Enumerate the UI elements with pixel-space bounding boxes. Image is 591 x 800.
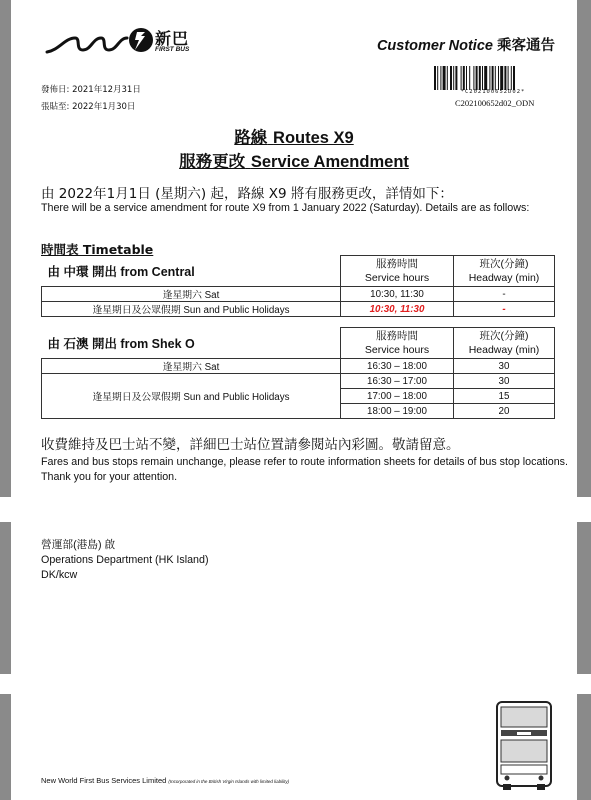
barcode-bar xyxy=(466,66,467,90)
table-row xyxy=(42,374,555,389)
day-cell: 逢星期日及公眾假期 Sun and Public Holidays xyxy=(42,374,341,419)
hours-cell: 18:00 – 19:00 xyxy=(341,404,454,419)
headway-header-en: Headway (min) xyxy=(468,272,540,284)
company-name: New World First Bus Services Limited xyxy=(41,776,167,785)
left-border xyxy=(0,522,11,674)
amendment-title-en: Service Amendment xyxy=(250,153,409,171)
barcode-bar xyxy=(463,66,465,90)
day-cell: 逢星期日及公眾假期 Sun and Public Holidays xyxy=(42,302,341,317)
direction-label: 由 中環 開出 from Central xyxy=(47,264,195,279)
swoosh-logo-icon xyxy=(45,24,153,58)
headway-cell: 30 xyxy=(454,374,555,389)
day-cell: 逢星期六 Sat xyxy=(42,359,341,374)
barcode-bar xyxy=(489,66,490,90)
barcode-bar xyxy=(476,66,478,90)
barcode-bar xyxy=(434,66,436,90)
barcode-bar xyxy=(504,66,506,90)
barcode-bar xyxy=(450,66,452,90)
barcode-bar xyxy=(479,66,481,90)
notice-dates xyxy=(41,82,141,116)
intro-text-zh: 由 2022年1月1日 (星期六) 起，路線 X9 將有服務更改，詳情如下： xyxy=(41,186,453,202)
notice-title-zh: 乘客通告 xyxy=(497,38,555,54)
barcode-digits: *C202100652D02* xyxy=(460,89,526,95)
hours-cell: 16:30 – 17:00 xyxy=(341,374,454,389)
signature-line3: DK/kcw xyxy=(41,569,78,581)
barcode-bar xyxy=(473,66,474,90)
service-hours-header-en: Service hours xyxy=(364,272,430,284)
company-note: (Incorporated in the British Virgin Islands with limited liability) xyxy=(168,779,290,784)
direction-label: 由 石澳 開出 from Shek O xyxy=(47,336,195,351)
barcode-bar xyxy=(447,66,448,90)
signature-line2: Operations Department (HK Island) xyxy=(41,554,209,566)
service-hours-header xyxy=(341,328,454,359)
barcode-bar xyxy=(498,66,499,90)
headway-cell: 20 xyxy=(454,404,555,419)
document-code: C202100652d02_ODN xyxy=(455,98,535,108)
first-bus-logo xyxy=(45,24,215,60)
posting-date: 張貼至: 2022年1月30日 xyxy=(41,102,136,112)
table-row xyxy=(42,302,555,317)
company-footer xyxy=(41,776,289,785)
barcode-bar xyxy=(461,66,462,90)
timetable-from-shek-o xyxy=(41,327,555,419)
signature-block xyxy=(41,538,209,583)
hours-cell: 17:00 – 18:00 xyxy=(341,389,454,404)
logo-subtext: FIRST BUS xyxy=(155,46,190,53)
amendment-title-zh: 服務更改 xyxy=(179,152,246,171)
barcode-bar xyxy=(453,66,454,90)
notice-page xyxy=(11,0,577,800)
barcode-bar xyxy=(469,66,470,90)
barcode-bar xyxy=(508,66,509,90)
day-cell: 逢星期六 Sat xyxy=(42,287,341,302)
barcode-bar xyxy=(437,66,438,90)
service-hours-header-en: Service hours xyxy=(364,344,430,356)
timetable-heading: 時間表 Timetable xyxy=(41,242,154,257)
barcode-bar xyxy=(484,66,487,90)
left-border xyxy=(0,694,11,800)
service-hours-header-zh: 服務時間 xyxy=(376,330,418,342)
headway-header-zh: 班次(分鐘) xyxy=(479,258,529,270)
logo-text: 新巴 xyxy=(155,29,190,48)
intro-text-en: There will be a service amendment for route X9 from 1 January 2022 (Saturday). Details are as follows: xyxy=(41,202,530,214)
barcode-bar xyxy=(511,66,512,90)
double-decker-bus-icon xyxy=(493,698,555,792)
barcode-bar xyxy=(443,66,446,90)
barcode-bar xyxy=(513,66,515,90)
barcode-bar xyxy=(495,66,496,90)
headway-cell: 15 xyxy=(454,389,555,404)
amendment-title xyxy=(11,148,577,172)
headway-cell: - xyxy=(454,287,555,302)
table-row xyxy=(42,359,555,374)
barcode-bar xyxy=(440,66,441,90)
notice-title-en: Customer Notice xyxy=(376,38,493,54)
hours-cell-highlight: 10:30, 11:30 xyxy=(341,302,454,317)
timetable-from-central xyxy=(41,255,555,317)
right-border xyxy=(577,0,591,497)
headway-cell-highlight: - xyxy=(454,302,555,317)
barcode-bar xyxy=(492,66,494,90)
issue-date: 發佈日: 2021年12月31日 xyxy=(41,85,141,95)
service-hours-header-zh: 服務時間 xyxy=(376,258,418,270)
headway-header-zh: 班次(分鐘) xyxy=(479,330,529,342)
table-row xyxy=(42,287,555,302)
left-border xyxy=(0,0,11,497)
notice-title xyxy=(377,34,555,55)
barcode-bar xyxy=(482,66,483,90)
barcode-bar xyxy=(455,66,457,90)
right-border xyxy=(577,694,591,800)
signature-line1: 營運部(港島) 啟 xyxy=(41,539,116,551)
footer-text-zh: 收費維持及巴士站不變，詳細巴士站位置請參閱站內彩圖。敬請留意。 xyxy=(41,437,460,453)
hours-cell: 10:30, 11:30 xyxy=(341,287,454,302)
route-title-en: Routes X9 xyxy=(273,129,354,147)
footer-text-en: Fares and bus stops remain unchange, please refer to route information sheets for details of bus stop locations. Thank you for your attention. xyxy=(41,456,568,483)
headway-header-en: Headway (min) xyxy=(468,344,540,356)
headway-header xyxy=(454,256,555,287)
hours-cell: 16:30 – 18:00 xyxy=(341,359,454,374)
service-hours-header xyxy=(341,256,454,287)
barcode-bar xyxy=(500,66,503,90)
route-title-zh: 路線 xyxy=(234,128,268,147)
route-title xyxy=(11,124,577,148)
headway-cell: 30 xyxy=(454,359,555,374)
headway-header xyxy=(454,328,555,359)
barcode-icon xyxy=(434,66,552,90)
right-border xyxy=(577,522,591,674)
